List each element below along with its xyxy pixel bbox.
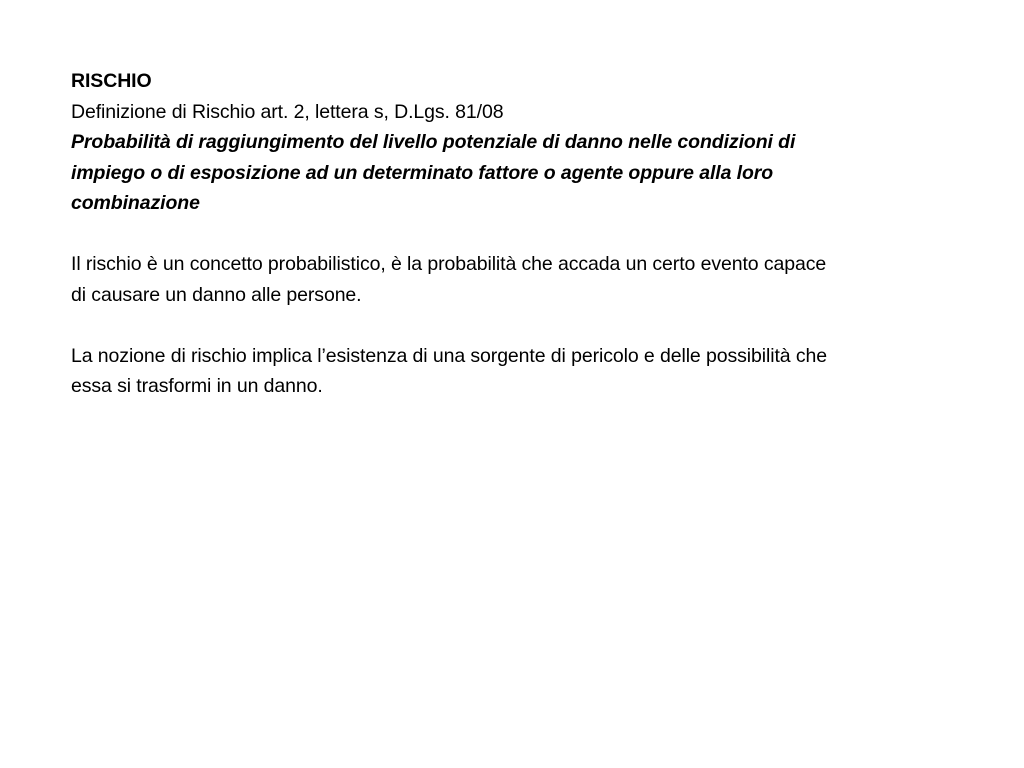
risk-definition: [71, 127, 996, 219]
legal-reference: Definizione di Rischio art. 2, lettera s, D.Lgs. 81/08: [71, 100, 504, 123]
paragraph-spacer: [71, 219, 996, 250]
definition-line: Probabilità di raggiungimento del livello potenziale di danno nelle condizioni di: [71, 131, 796, 153]
paragraph-probabilistic-concept: [71, 249, 996, 310]
paragraph-line: Il rischio è un concetto probabilistico, è la probabilità che accada un certo evento capace: [71, 253, 827, 275]
paragraph-spacer: [71, 310, 996, 341]
definition-line: combinazione: [71, 192, 200, 214]
slide-text-body: [71, 66, 996, 402]
paragraph-risk-notion: [71, 341, 996, 402]
definition-line: impiego o di esposizione ad un determinato fattore o agente oppure alla loro: [71, 161, 774, 184]
paragraph-line: La nozione di rischio implica l’esistenza di una sorgente di pericolo e delle possibilità che: [71, 344, 827, 367]
paragraph-line: di causare un danno alle persone.: [71, 283, 362, 306]
slide-title: RISCHIO: [71, 70, 152, 92]
paragraph-line: essa si trasformi in un danno.: [71, 375, 323, 397]
